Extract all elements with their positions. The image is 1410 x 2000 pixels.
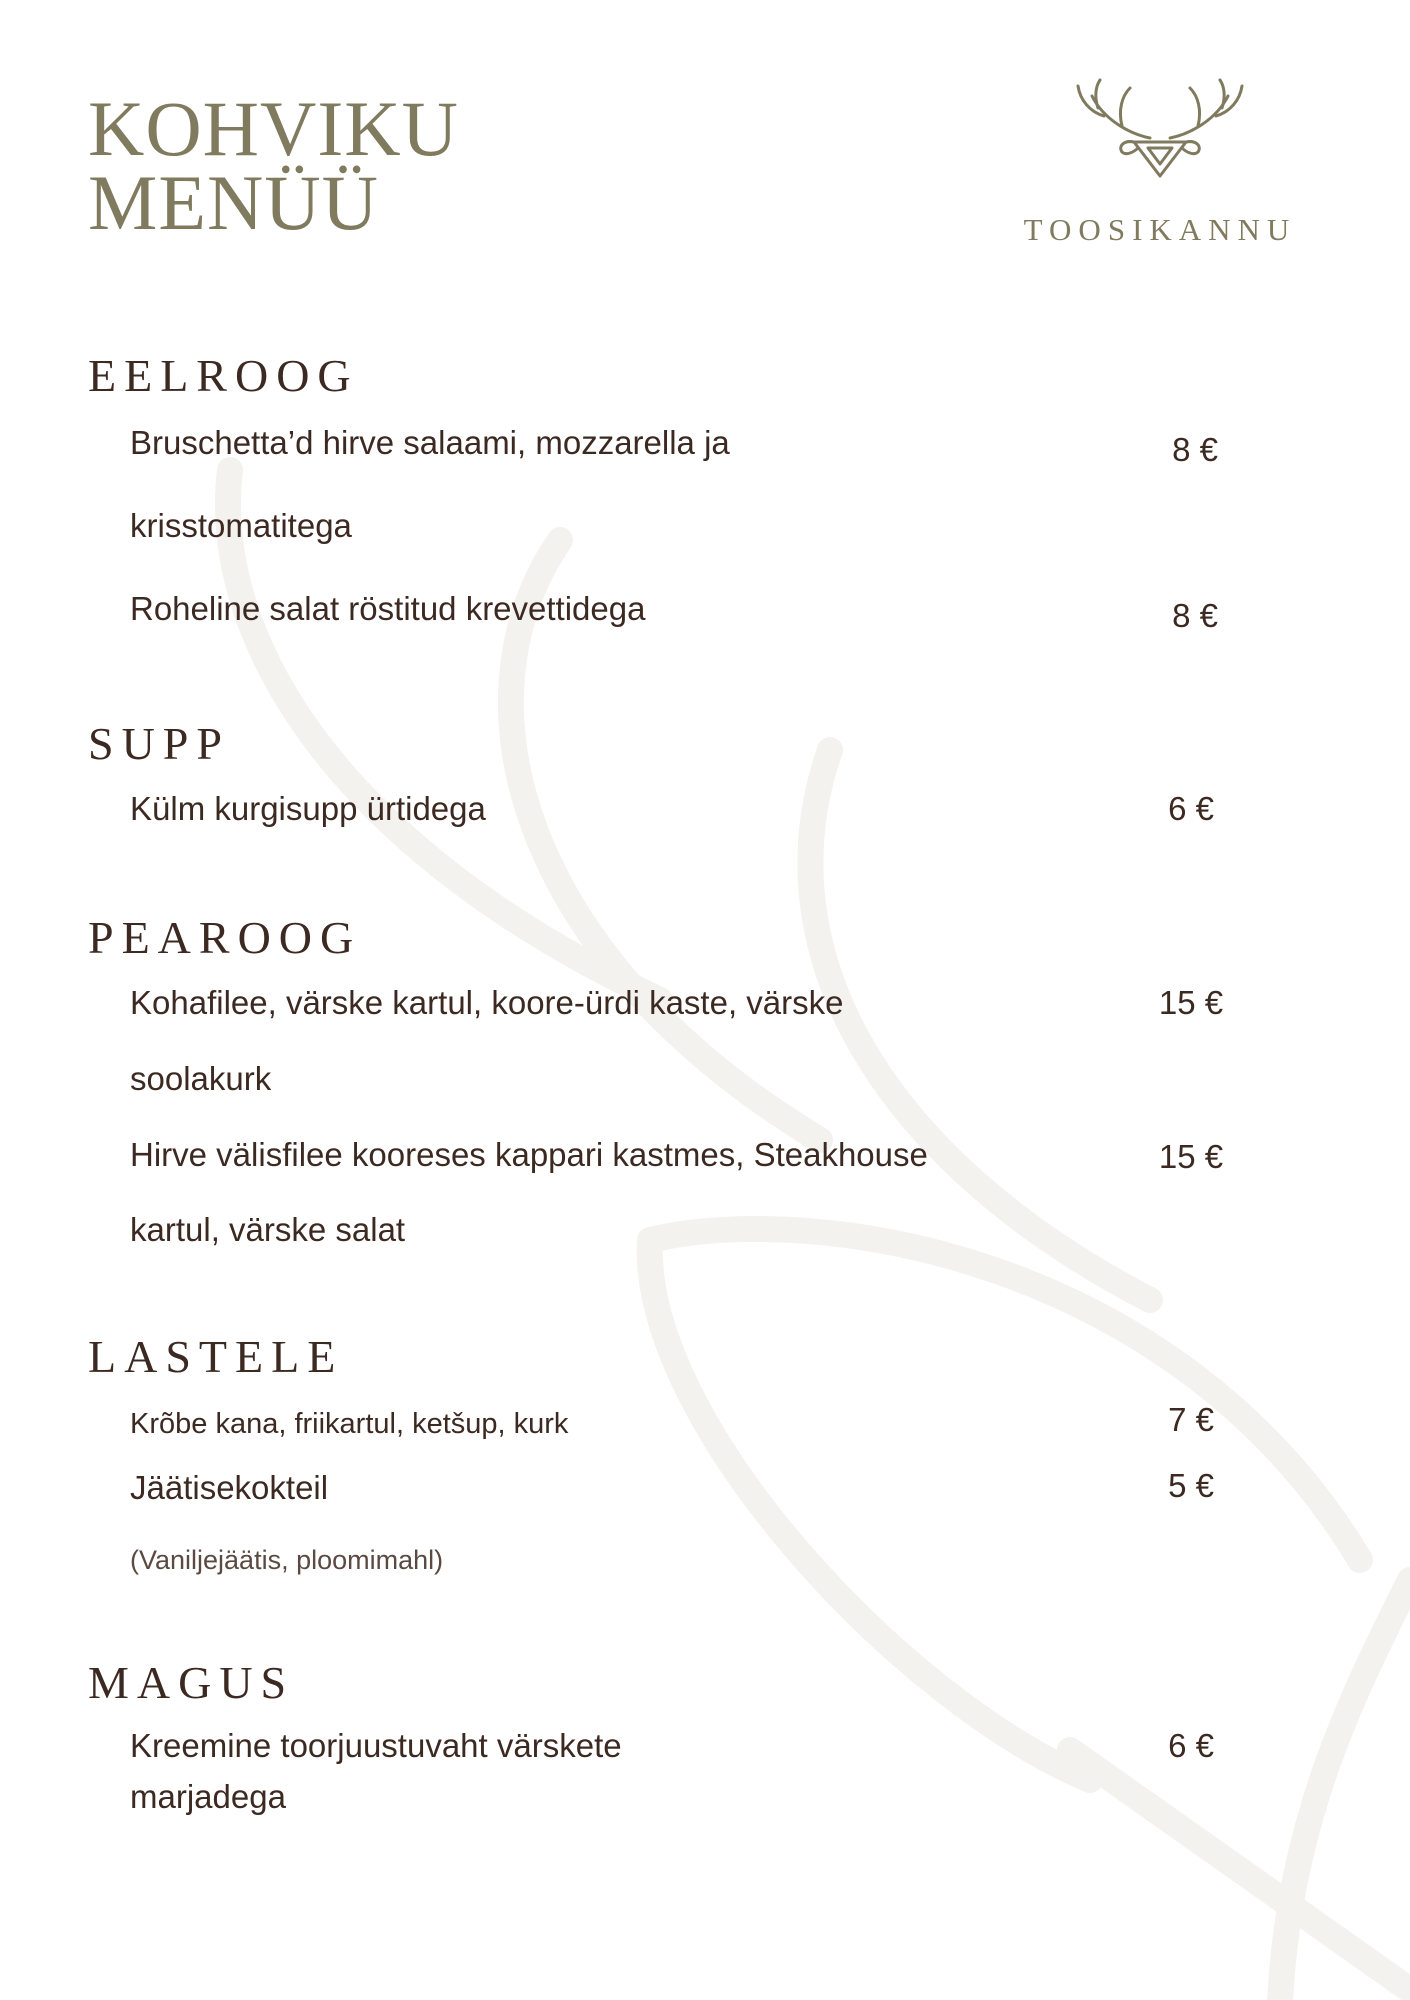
section-title-eelroog: EELROOG: [88, 350, 359, 401]
menu-item-name: Kohafilee, värske kartul, koore-ürdi kaste, värske: [130, 984, 844, 1021]
title-line-2: MENÜÜ: [88, 159, 379, 246]
menu-item-name: Krõbe kana, friikartul, ketšup, kurk: [130, 1408, 569, 1440]
menu-item-name-cont: marjadega: [130, 1778, 286, 1815]
section-title-lastele: LASTELE: [88, 1331, 344, 1382]
menu-item-price: 15 €: [1158, 984, 1224, 1021]
section-title-supp: SUPP: [88, 718, 230, 769]
menu-item-name: Roheline salat röstitud krevettidega: [130, 590, 646, 627]
menu-item-price: 7 €: [1168, 1401, 1214, 1438]
page-title: [88, 85, 459, 246]
title-line-1: KOHVIKU: [88, 85, 459, 172]
menu-item-price: 8 €: [1172, 431, 1218, 468]
menu-item-name: Hirve välisfilee kooreses kappari kastmes, Steakhouse: [130, 1136, 928, 1173]
brand-name: TOOSIKANNU: [1023, 212, 1297, 247]
menu-item-name: Külm kurgisupp ürtidega: [130, 790, 486, 827]
deer-antler-icon: [1038, 76, 1282, 192]
menu-item-note: (Vaniljejäätis, ploomimahl): [130, 1545, 444, 1575]
menu-item-price: 8 €: [1172, 597, 1218, 634]
section-title-pearoog: PEAROOG: [88, 912, 362, 963]
menu-item-name: Bruschetta’d hirve salaami, mozzarella ja: [130, 424, 730, 461]
menu-item-price: 15 €: [1158, 1138, 1224, 1175]
menu-item-name-cont: kartul, värske salat: [130, 1211, 406, 1248]
section-title-magus: MAGUS: [88, 1657, 295, 1708]
menu-item-price: 5 €: [1168, 1467, 1214, 1504]
menu-item-name-cont: soolakurk: [130, 1060, 272, 1097]
menu-item-name: Jäätisekokteil: [130, 1469, 329, 1506]
brand-logo: [990, 76, 1330, 256]
menu-item-price: 6 €: [1168, 790, 1214, 827]
menu-item-name-cont: krisstomatitega: [130, 507, 352, 544]
menu-item-price: 6 €: [1168, 1727, 1214, 1764]
menu-item-name: Kreemine toorjuustuvaht värskete: [130, 1727, 622, 1764]
